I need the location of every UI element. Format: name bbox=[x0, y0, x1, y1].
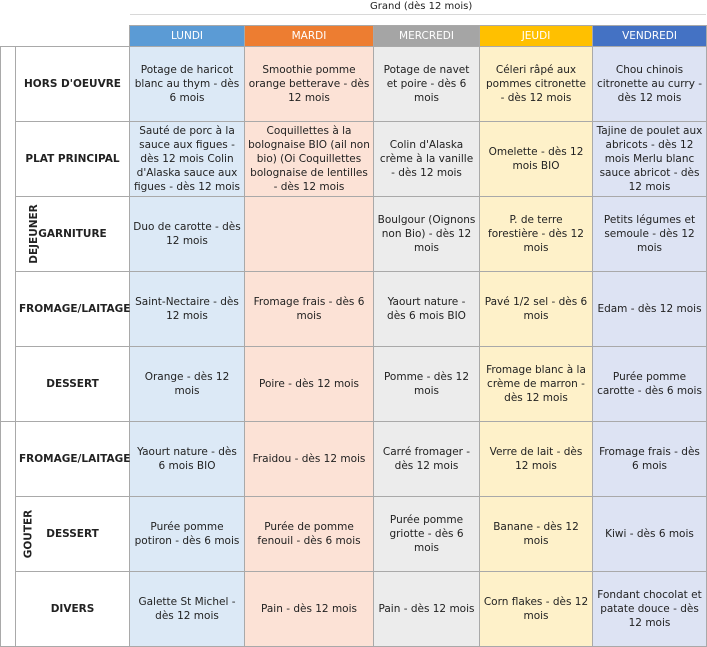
menu-cell[interactable] bbox=[593, 572, 707, 647]
group-label-cell bbox=[1, 422, 35, 647]
menu-cell-text bbox=[248, 198, 370, 270]
menu-cell[interactable] bbox=[245, 272, 374, 347]
menu-cell[interactable] bbox=[374, 347, 480, 422]
menu-cell[interactable] bbox=[245, 572, 374, 647]
day-header-mardi[interactable]: MARDI bbox=[245, 26, 374, 47]
menu-cell[interactable] bbox=[130, 422, 245, 497]
menu-cell[interactable] bbox=[480, 47, 593, 122]
menu-cell[interactable] bbox=[593, 272, 707, 347]
menu-cell[interactable] bbox=[480, 197, 593, 272]
menu-cell-text: Pain - dès 12 mois bbox=[260, 603, 357, 615]
menu-cell[interactable] bbox=[593, 422, 707, 497]
menu-cell[interactable] bbox=[245, 122, 374, 197]
menu-cell-text: Pomme - dès 12 mois bbox=[383, 371, 470, 397]
menu-cell-text: Pain - dès 12 mois bbox=[378, 603, 475, 615]
meal-row bbox=[1, 197, 707, 272]
menu-cell[interactable] bbox=[593, 197, 707, 272]
menu-cell-text: Purée pomme griotte - dès 6 mois bbox=[389, 514, 464, 554]
menu-cell[interactable] bbox=[593, 122, 707, 197]
menu-cell[interactable] bbox=[245, 197, 374, 272]
course-label: DIVERS bbox=[16, 572, 130, 647]
course-label: DESSERT bbox=[16, 347, 130, 422]
menu-cell[interactable] bbox=[374, 47, 480, 122]
menu-cell-text: Sauté de porc à la sauce aux figues - dès 12 mois Colin d'Alaska sauce aux figues - dès 12 mois bbox=[134, 125, 240, 193]
course-label: HORS D'OEUVRE bbox=[16, 47, 130, 122]
meal-row bbox=[1, 122, 707, 197]
menu-cell-text: Edam - dès 12 mois bbox=[597, 303, 702, 315]
group-label: DEJEUNER bbox=[27, 204, 40, 264]
meal-row bbox=[1, 272, 707, 347]
menu-cell[interactable] bbox=[374, 122, 480, 197]
menu-cell[interactable] bbox=[130, 272, 245, 347]
menu-cell-text: P. de terre forestière - dès 12 mois bbox=[488, 214, 584, 254]
menu-cell[interactable] bbox=[480, 272, 593, 347]
day-header-row bbox=[1, 26, 707, 47]
menu-cell-text: Coquillettes à la bolognaise BIO (ail non bio) (Oi Coquillettes bolognaise de lentilles - dès 12 mois bbox=[248, 125, 370, 193]
menu-cell-text: Duo de carotte - dès 12 mois bbox=[133, 221, 241, 247]
menu-cell-text: Omelette - dès 12 mois BIO bbox=[488, 146, 584, 172]
menu-cell-text: Petits légumes et semoule - dès 12 mois bbox=[603, 214, 696, 254]
menu-cell[interactable] bbox=[130, 572, 245, 647]
course-label: FROMAGE/LAITAGE bbox=[16, 422, 130, 497]
menu-cell-text: Verre de lait - dès 12 mois bbox=[489, 446, 583, 472]
menu-cell-text: Poire - dès 12 mois bbox=[259, 378, 359, 390]
course-label: DESSERT bbox=[16, 497, 130, 572]
menu-cell-text: Potage de haricot blanc au thym - dès 6 mois bbox=[134, 64, 240, 104]
header-blank bbox=[1, 26, 16, 47]
menu-cell-text: Orange - dès 12 mois bbox=[144, 371, 230, 397]
day-header-lundi[interactable]: LUNDI bbox=[130, 26, 245, 47]
menu-cell-text: Chou chinois citronette au curry - dès 12 mois bbox=[596, 64, 703, 104]
menu-cell-text: Galette St Michel - dès 12 mois bbox=[138, 596, 236, 622]
menu-cell-text: Purée de pomme fenouil - dès 6 mois bbox=[257, 521, 361, 547]
menu-cell[interactable] bbox=[130, 122, 245, 197]
menu-cell-text: Potage de navet et poire - dès 6 mois bbox=[383, 64, 470, 104]
menu-cell[interactable] bbox=[245, 422, 374, 497]
meal-row bbox=[1, 497, 707, 572]
menu-cell[interactable] bbox=[130, 47, 245, 122]
meal-row bbox=[1, 422, 707, 497]
menu-cell-text: Boulgour (Oignons non Bio) - dès 12 mois bbox=[377, 214, 476, 254]
menu-cell[interactable] bbox=[374, 497, 480, 572]
menu-cell-text: Fromage frais - dès 6 mois bbox=[599, 446, 700, 472]
meal-row bbox=[1, 572, 707, 647]
menu-cell-text: Colin d'Alaska crème à la vanille - dès 12 mois bbox=[379, 139, 474, 179]
header-divider bbox=[130, 14, 706, 15]
menu-cell-text: Purée pomme carotte - dès 6 mois bbox=[597, 371, 702, 397]
day-header-jeudi[interactable]: JEUDI bbox=[480, 26, 593, 47]
meal-row bbox=[1, 47, 707, 122]
header-blank-course bbox=[16, 26, 130, 47]
menu-cell[interactable] bbox=[480, 422, 593, 497]
menu-cell-text: Saint-Nectaire - dès 12 mois bbox=[135, 296, 239, 322]
menu-cell[interactable] bbox=[480, 572, 593, 647]
menu-cell-text: Carré fromager - dès 12 mois bbox=[382, 446, 471, 472]
group-label: GOUTER bbox=[22, 509, 35, 559]
menu-cell-text: Banane - dès 12 mois bbox=[493, 521, 579, 547]
menu-cell[interactable] bbox=[480, 122, 593, 197]
menu-cell-text: Céleri râpé aux pommes citronette - dès 12 mois bbox=[486, 64, 586, 104]
menu-cell-text: Fraidou - dès 12 mois bbox=[252, 453, 366, 465]
menu-cell[interactable] bbox=[245, 347, 374, 422]
day-header-vendredi[interactable]: VENDREDI bbox=[593, 26, 707, 47]
menu-title: Grand (dès 12 mois) bbox=[370, 1, 473, 12]
menu-cell[interactable] bbox=[593, 347, 707, 422]
menu-cell[interactable] bbox=[374, 272, 480, 347]
menu-cell-text: Kiwi - dès 6 mois bbox=[605, 528, 694, 540]
group-label-cell bbox=[1, 47, 40, 422]
meal-row bbox=[1, 347, 707, 422]
menu-cell[interactable] bbox=[480, 347, 593, 422]
menu-cell[interactable] bbox=[374, 422, 480, 497]
menu-cell[interactable] bbox=[374, 572, 480, 647]
course-label: PLAT PRINCIPAL bbox=[16, 122, 130, 197]
menu-cell[interactable] bbox=[130, 347, 245, 422]
menu-cell[interactable] bbox=[130, 197, 245, 272]
menu-cell-text: Smoothie pomme orange betterave - dès 12 mois bbox=[248, 64, 370, 104]
menu-cell[interactable] bbox=[593, 497, 707, 572]
menu-cell-text: Purée pomme potiron - dès 6 mois bbox=[134, 521, 240, 547]
menu-cell-text: Yaourt nature - dès 6 mois BIO bbox=[137, 446, 237, 472]
menu-cell-text: Fondant chocolat et patate douce - dès 12 mois bbox=[597, 589, 702, 629]
menu-cell[interactable] bbox=[245, 47, 374, 122]
menu-cell-text: Corn flakes - dès 12 mois bbox=[483, 596, 589, 622]
course-label: FROMAGE/LAITAGE bbox=[16, 272, 130, 347]
menu-cell-text: Tajine de poulet aux abricots - dès 12 mois Merlu blanc sauce abricot - dès 12 mois bbox=[596, 125, 703, 193]
menu-table bbox=[0, 25, 707, 647]
menu-cell-text: Fromage blanc à la crème de marron - dès 12 mois bbox=[486, 364, 586, 404]
menu-cell[interactable] bbox=[374, 197, 480, 272]
menu-cell-text: Fromage frais - dès 6 mois bbox=[253, 296, 365, 322]
menu-cell-text: Yaourt nature - dès 6 mois BIO bbox=[387, 296, 466, 322]
menu-cell[interactable] bbox=[245, 497, 374, 572]
menu-cell[interactable] bbox=[130, 497, 245, 572]
day-header-mercredi[interactable]: MERCREDI bbox=[374, 26, 480, 47]
menu-cell-text: Pavé 1/2 sel - dès 6 mois bbox=[484, 296, 588, 322]
menu-cell[interactable] bbox=[593, 47, 707, 122]
menu-cell[interactable] bbox=[480, 497, 593, 572]
course-label: GARNITURE bbox=[16, 197, 130, 272]
